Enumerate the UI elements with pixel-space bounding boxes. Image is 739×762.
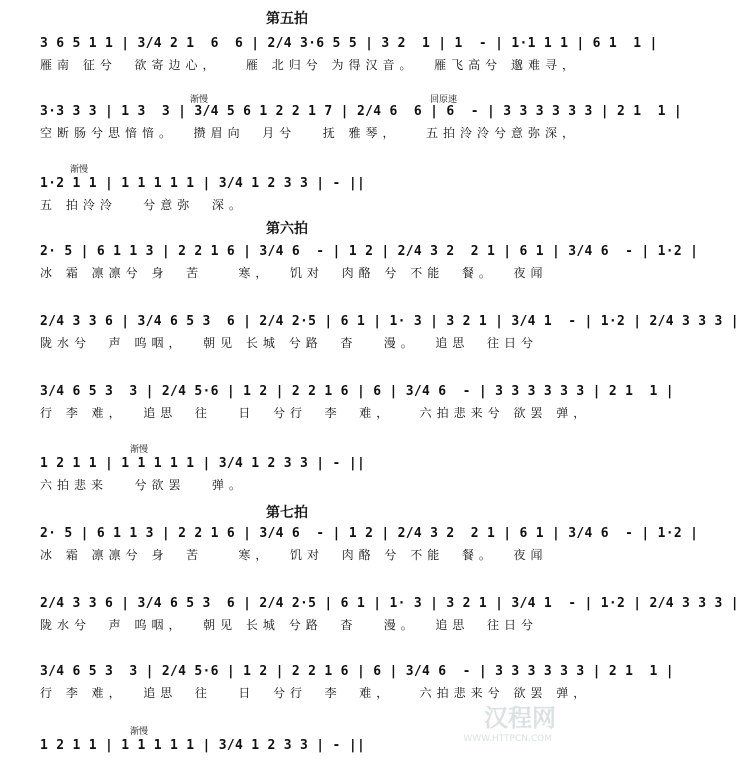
lyrics-line: 冰 霜 凛凛兮 身 苦 寒， 饥对 肉酪 兮 不能 餐。 夜闻	[40, 266, 548, 280]
tempo-mark-ritardando: 渐慢	[130, 445, 149, 455]
lyrics-line: 冰 霜 凛凛兮 身 苦 寒， 饥对 肉酪 兮 不能 餐。 夜闻	[40, 548, 548, 562]
score-line	[40, 92, 683, 142]
watermark-url: WWW.HTTPCN.COM	[463, 734, 552, 744]
tempo-mark-ritardando: 渐慢	[190, 95, 209, 105]
lyrics-line: 六拍悲来 兮欲罢 弹。	[40, 478, 246, 492]
score-line	[40, 384, 674, 424]
score-line	[40, 526, 699, 566]
score-line	[40, 314, 739, 354]
jianpu-notes: 1 2 1 1 | 1 1 1 1 1 | 3/4 1 2 3 3 | - ||	[40, 738, 366, 753]
score-line	[40, 244, 699, 284]
lyrics-line: 行 李 难， 追思 往 日 兮行 李 难， 六拍悲来兮 欲罢 弹，	[40, 686, 591, 700]
lyrics-line: 雁南 征兮 欲寄边心， 雁 北归兮 为得汉音。 雁飞高兮 邈难寻，	[40, 58, 579, 72]
jianpu-notes: 2· 5 | 6 1 1 3 | 2 2 1 6 | 3/4 6 - | 1 2 | 2/4 3 2 2 1 | 6 1 | 3/4 6 - | 1·2 |	[40, 526, 699, 541]
tempo-mark-a-tempo: 回原速	[430, 95, 458, 105]
lyrics-line: 空断肠兮思愔愔。 攒眉向 月兮 抚 雅琴， 五拍泠泠兮意弥深，	[40, 126, 579, 140]
jianpu-notes: 3/4 6 5 3 3 | 2/4 5·6 | 1 2 | 2 2 1 6 | 6 | 3/4 6 - | 3 3 3 3 3 3 | 2 1 1 |	[40, 384, 674, 399]
tempo-mark-ritardando: 渐慢	[130, 727, 149, 737]
lyrics-line: 陇水兮 声 呜咽， 朝见 长城 兮路 杳 漫。 追思 往日兮	[40, 618, 539, 632]
watermark-logo-text: 汉程网	[484, 704, 556, 732]
jianpu-notes: 2· 5 | 6 1 1 3 | 2 2 1 6 | 3/4 6 - | 1 2 | 2/4 3 2 2 1 | 6 1 | 3/4 6 - | 1·2 |	[40, 244, 699, 259]
section-title-7: 第七拍	[266, 505, 308, 521]
score-line	[40, 162, 540, 212]
lyrics-line: 陇水兮 声 呜咽， 朝见 长城 兮路 杳 漫。 追思 往日兮	[40, 336, 539, 350]
site-watermark	[436, 698, 556, 744]
lyrics-line: 五 拍泠泠 兮意弥 深。	[40, 198, 246, 212]
jianpu-notes: 3/4 6 5 3 3 | 2/4 5·6 | 1 2 | 2 2 1 6 | 6 | 3/4 6 - | 3 3 3 3 3 3 | 2 1 1 |	[40, 664, 674, 679]
section-title-5: 第五拍	[266, 11, 308, 27]
jianpu-notes: 3 6 5 1 1 | 3/4 2 1 6 6 | 2/4 3·6 5 5 | 3 2 1 | 1 - | 1·1 1 1 | 6 1 1 |	[40, 36, 658, 51]
score-line	[40, 442, 540, 494]
jianpu-notes: 1 2 1 1 | 1 1 1 1 1 | 3/4 1 2 3 3 | - ||	[40, 456, 366, 471]
jianpu-notes: 1·2 1 1 | 1 1 1 1 1 | 3/4 1 2 3 3 | - ||	[40, 176, 366, 191]
tempo-mark-ritardando: 渐慢	[70, 165, 89, 175]
score-line	[40, 596, 739, 636]
section-title-6: 第六拍	[266, 221, 308, 237]
jianpu-notes: 2/4 3 3 6 | 3/4 6 5 3 6 | 2/4 2·5 | 6 1 | 1· 3 | 3 2 1 | 3/4 1 - | 1·2 | 2/4 3 3 3 |	[40, 596, 739, 611]
lyrics-line: 行 李 难， 追思 往 日 兮行 李 难， 六拍悲来兮 欲罢 弹，	[40, 406, 591, 420]
jianpu-notes: 2/4 3 3 6 | 3/4 6 5 3 6 | 2/4 2·5 | 6 1 | 1· 3 | 3 2 1 | 3/4 1 - | 1·2 | 2/4 3 3 3 |	[40, 314, 739, 329]
score-line	[40, 32, 658, 76]
jianpu-notes: 3·3 3 3 | 1 3 3 | 3/4 5 6 1 2 2 1 7 | 2/4 6 6 | 6 - | 3 3 3 3 3 3 | 2 1 1 |	[40, 104, 683, 119]
